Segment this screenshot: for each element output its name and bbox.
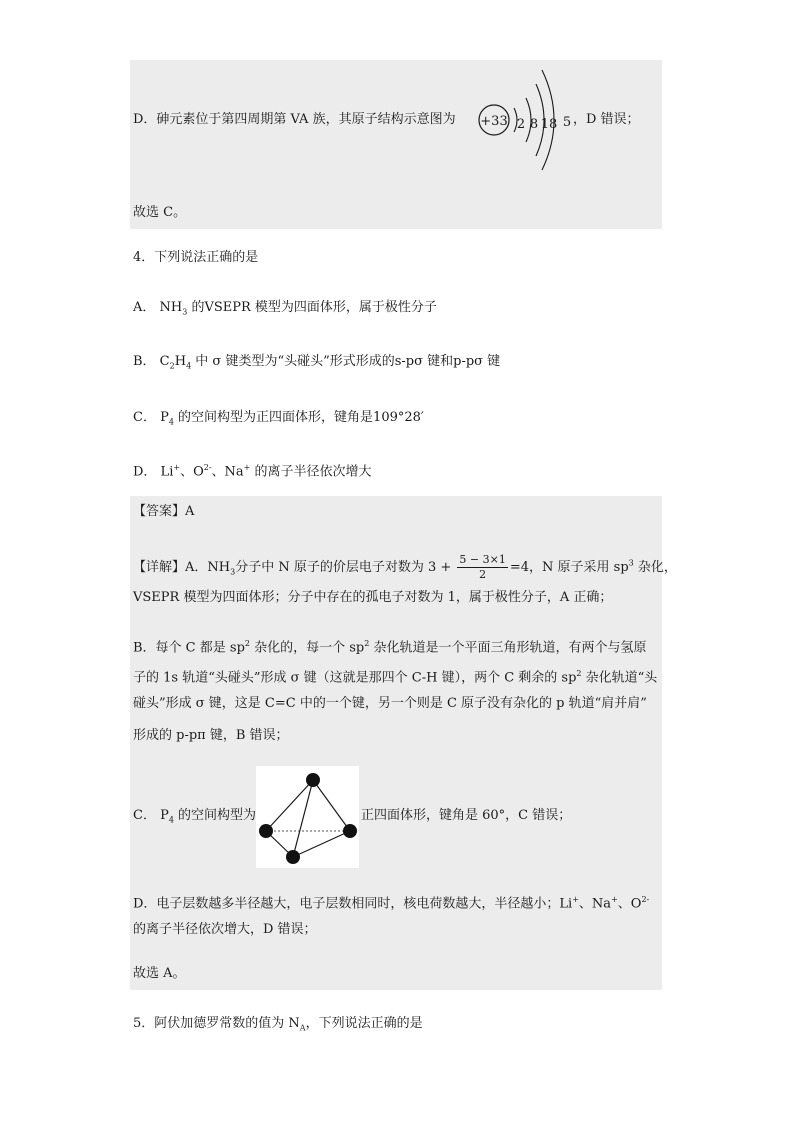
detail-b-line-1: B．每个 C 都是 $sp^2$ 杂化的，每一个 $sp^2$ 杂化轨道是一个平面三角形轨道，有两个与氢原 bbox=[133, 639, 647, 656]
option-c: C． $P_4$ 的空间构型为正四面体形，键角是109°28′ bbox=[133, 410, 424, 427]
prev-option-d-tail: ，D 错误； bbox=[573, 112, 640, 127]
shell-2-count: 8 bbox=[529, 117, 539, 132]
answer: 【答案】A bbox=[133, 504, 195, 519]
nucleus-charge: +33 bbox=[480, 114, 508, 129]
detail-b-line-2: 子的 1s 轨道“头碰头”形成 σ 键（这就是那四个 C-H 键），两个 C 剩余的 $sp^2$ 杂化轨道“头 bbox=[133, 669, 658, 686]
detail-a-line-1: 【详解】A．$NH_3$分子中 N 原子的价层电子对数为 3 + $\frac{5 - 3\times 1}{2}$ =4，N 原子采用 $sp^3$ 杂化， bbox=[133, 553, 677, 581]
phosphorus-atom bbox=[343, 824, 357, 838]
shell-4-count: 5 bbox=[562, 115, 572, 130]
valence-fraction: $\frac{5 - 3\times 1}{2}$ bbox=[459, 553, 506, 581]
detail-c-label: C． $P_4$ 的空间构型为 bbox=[133, 808, 257, 825]
question-5-stem: 5．阿伏加德罗常数的值为 $N_A$，下列说法正确的是 bbox=[133, 1016, 423, 1033]
prev-option-d: D．砷元素位于第四周期第 VA 族，其原子结构示意图为 bbox=[133, 112, 456, 127]
shell-1-count: 2 bbox=[516, 117, 526, 132]
detail-a-line-2: VSEPR 模型为四面体形；分子中存在的孤电子对数为 1，属于极性分子，A 正确； bbox=[133, 590, 613, 605]
phosphorus-atom bbox=[306, 773, 320, 787]
detail-d-line-1: D．电子层数越多半径越大，电子层数相同时，核电荷数越大，半径越小；Li+、Na+、$O^{2-}$ bbox=[133, 895, 650, 912]
phosphorus-atom bbox=[286, 850, 300, 864]
p4-tetrahedron-diagram bbox=[256, 766, 359, 868]
detail-b-line-4: 形成的 p-pπ 键，B 错误； bbox=[133, 728, 289, 743]
phosphorus-atom bbox=[259, 824, 273, 838]
atomic-structure-diagram bbox=[474, 64, 584, 180]
detail-d-line-2: 的离子半径依次增大，D 错误； bbox=[133, 922, 317, 937]
option-a: A． $NH_3$ 的VSEPR 模型为四面体形，属于极性分子 bbox=[133, 300, 437, 317]
prev-conclusion: 故选 C。 bbox=[133, 205, 187, 220]
option-b: B． $C_2H_4$ 中 σ 键类型为“头碰头”形式形成的s-pσ 键和p-pσ 键 bbox=[133, 354, 501, 371]
shell-3-count: 18 bbox=[540, 117, 558, 132]
detail-b-line-3: 碰头”形成 σ 键，这是 C=C 中的一个键，另一个则是 C 原子没有杂化的 p 轨道“肩并肩” bbox=[133, 696, 647, 711]
detail-c-text: 正四面体形，键角是 60°，C 错误； bbox=[361, 808, 572, 823]
option-d: D． Li+、$O^{2-}$、Na+ 的离子半径依次增大 bbox=[133, 463, 372, 480]
question-4-stem: 4．下列说法正确的是 bbox=[133, 250, 259, 265]
detail-conclusion: 故选 A。 bbox=[133, 966, 186, 981]
